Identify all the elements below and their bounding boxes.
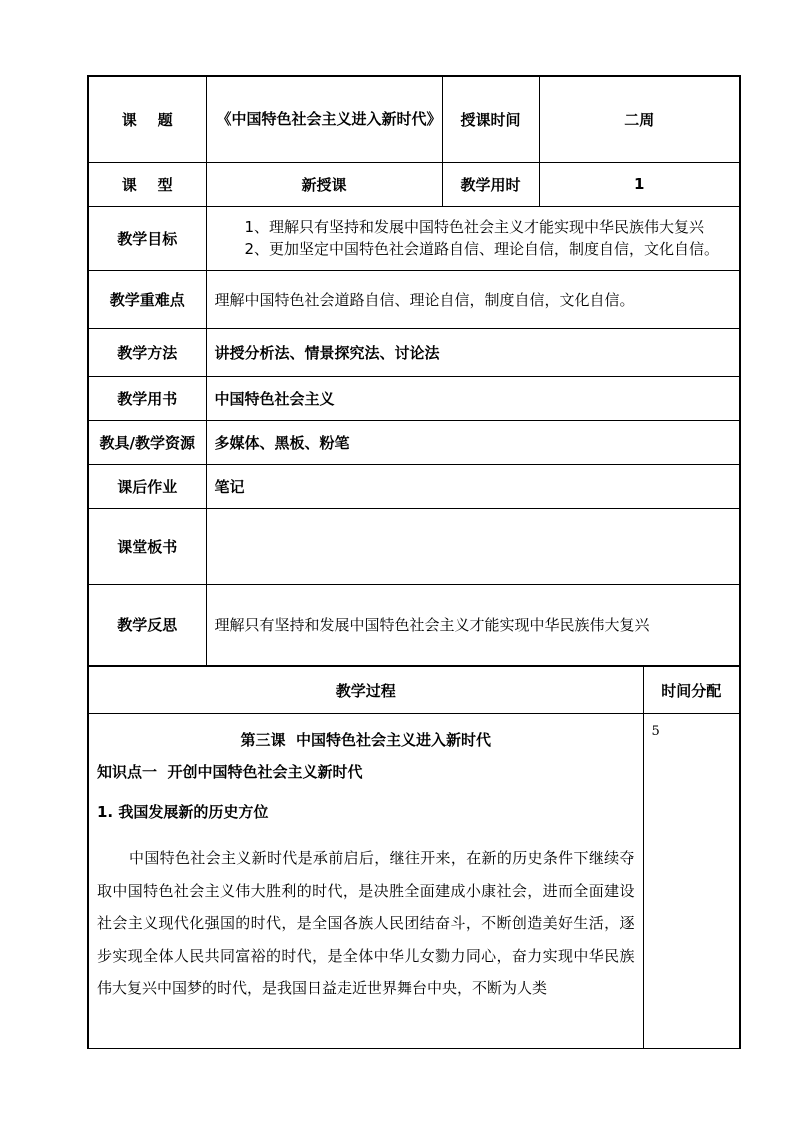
value-topic: 《中国特色社会主义进入新时代》 [206, 76, 442, 162]
header-process: 教学过程 [88, 666, 643, 714]
row-goals [88, 206, 740, 270]
value-board [206, 508, 740, 584]
lesson-info-table [87, 75, 741, 667]
goal-item: 2、更加坚定中国特色社会道路自信、理论自信，制度自信，文化自信。 [244, 240, 720, 258]
row-board [88, 508, 740, 584]
label-textbook: 教学用书 [88, 376, 206, 420]
lesson-title: 第三课 中国特色社会主义进入新时代 [240, 731, 491, 749]
value-homework: 笔记 [206, 464, 740, 508]
label-key-points: 教学重难点 [88, 270, 206, 328]
process-content [88, 714, 643, 1049]
row-key-points [88, 270, 740, 328]
row-topic [88, 76, 740, 162]
row-homework [88, 464, 740, 508]
value-resources: 多媒体、黑板、粉笔 [206, 420, 740, 464]
value-reflection: 理解只有坚持和发展中国特色社会主义才能实现中华民族伟大复兴 [206, 584, 740, 666]
label-homework: 课后作业 [88, 464, 206, 508]
section-subheading: 1. 我国发展新的历史方位 [97, 803, 269, 821]
label-type: 课 型 [88, 162, 206, 206]
goal-item: 1、理解只有坚持和发展中国特色社会主义才能实现中华民族伟大复兴 [244, 218, 705, 236]
label-duration: 教学用时 [442, 162, 539, 206]
knowledge-point-heading: 知识点一 开创中国特色社会主义新时代 [97, 763, 363, 781]
teaching-process-table [87, 665, 741, 1049]
value-type: 新授课 [206, 162, 442, 206]
label-method: 教学方法 [88, 328, 206, 376]
row-method [88, 328, 740, 376]
time-allocation-value: 5 [643, 714, 740, 1049]
row-reflection [88, 584, 740, 666]
process-header-row [88, 666, 740, 714]
value-goals [206, 206, 740, 270]
label-reflection: 教学反思 [88, 584, 206, 666]
process-body-row [88, 714, 740, 1049]
value-textbook: 中国特色社会主义 [206, 376, 740, 420]
section-paragraph: 中国特色社会主义新时代是承前启后，继往开来，在新的历史条件下继续夺取中国特色社会主义伟大胜利的时代，是决胜全面建成小康社会，进而全面建设社会主义现代化强国的时代，是全国各族人民团结奋斗，不断创造美好生活，逐步实现全体人民共同富裕的时代，是全体中华儿女勠力同心，奋力实现中华民族伟大复兴中国梦的时代，是我国日益走近世界舞台中央，不断为人类 [97, 849, 635, 997]
value-duration: 1 [539, 162, 740, 206]
row-resources [88, 420, 740, 464]
value-class-time: 二周 [539, 76, 740, 162]
label-resources: 教具/教学资源 [88, 420, 206, 464]
value-method: 讲授分析法、情景探究法、讨论法 [206, 328, 740, 376]
row-textbook [88, 376, 740, 420]
header-time: 时间分配 [643, 666, 740, 714]
label-goals: 教学目标 [88, 206, 206, 270]
label-topic: 课 题 [88, 76, 206, 162]
row-type [88, 162, 740, 206]
label-board: 课堂板书 [88, 508, 206, 584]
label-class-time: 授课时间 [442, 76, 539, 162]
value-key-points: 理解中国特色社会道路自信、理论自信，制度自信，文化自信。 [206, 270, 740, 328]
